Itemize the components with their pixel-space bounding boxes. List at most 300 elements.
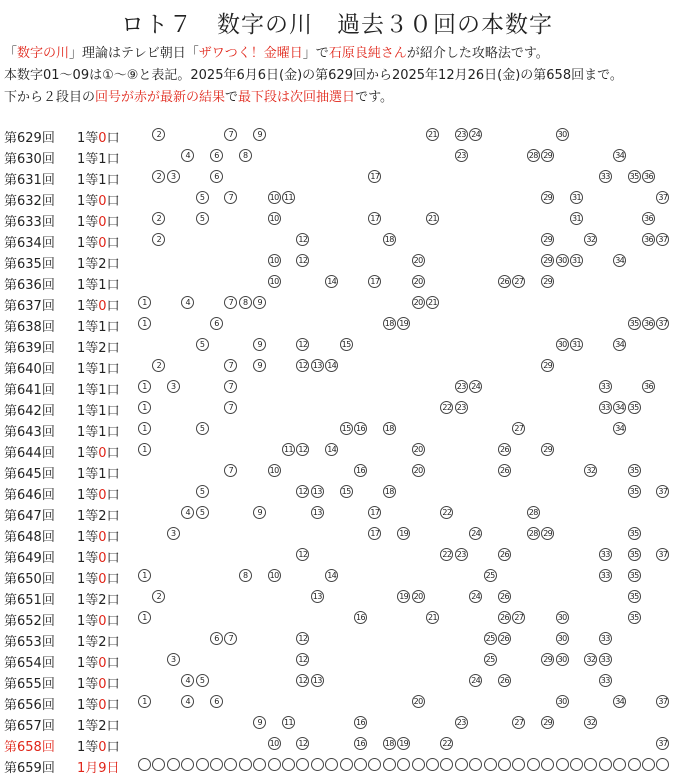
winning-number: 7	[224, 191, 237, 204]
first-prize-count: 1等0口	[77, 131, 120, 146]
winning-number: 15	[340, 338, 353, 351]
winning-number: 7	[224, 359, 237, 372]
winning-number: 30	[556, 254, 569, 267]
winning-number: 26	[498, 611, 511, 624]
draw-number: 第638回	[4, 320, 55, 335]
empty-number-circle	[368, 758, 381, 771]
intro-highlight: 最下段は次回抽選日	[238, 90, 356, 105]
draw-number: 第632回	[4, 194, 55, 209]
draw-row	[0, 124, 674, 145]
empty-number-circle	[138, 758, 151, 771]
winning-number: 5	[196, 338, 209, 351]
winning-number: 7	[224, 401, 237, 414]
first-prize-count: 1等0口	[77, 488, 120, 503]
winning-number: 20	[412, 254, 425, 267]
winning-number: 27	[512, 716, 525, 729]
empty-number-circle	[469, 758, 482, 771]
winning-number: 2	[152, 233, 165, 246]
empty-number-circle	[340, 758, 353, 771]
first-prize-count: 1等2口	[77, 257, 120, 272]
winning-number: 12	[296, 485, 309, 498]
winning-number: 37	[656, 191, 669, 204]
winning-number: 9	[253, 128, 266, 141]
empty-number-circle	[440, 758, 453, 771]
first-prize-count: 1等1口	[77, 467, 120, 482]
winning-number: 17	[368, 170, 381, 183]
empty-number-circle	[628, 758, 641, 771]
winning-number: 17	[368, 275, 381, 288]
draw-number: 第648回	[4, 530, 55, 545]
winning-number: 2	[152, 212, 165, 225]
empty-number-circle	[239, 758, 252, 771]
empty-number-circle	[498, 758, 511, 771]
winning-number: 13	[311, 506, 324, 519]
winning-number: 1	[138, 380, 151, 393]
winning-number: 15	[340, 422, 353, 435]
intro-text: です。	[355, 90, 394, 105]
draw-number: 第647回	[4, 509, 55, 524]
first-prize-count: 1等2口	[77, 341, 120, 356]
empty-number-circle	[642, 758, 655, 771]
draw-number: 第650回	[4, 572, 55, 587]
winning-number: 7	[224, 296, 237, 309]
winning-number: 13	[311, 485, 324, 498]
intro-highlight: 回号が赤が最新の結果	[95, 90, 226, 105]
winning-number: 13	[311, 359, 324, 372]
winning-number: 1	[138, 569, 151, 582]
winning-number: 36	[642, 380, 655, 393]
intro-text: 下から２段目の	[4, 90, 96, 105]
winning-number: 23	[455, 149, 468, 162]
winning-number: 28	[527, 506, 540, 519]
winning-number: 10	[268, 737, 281, 750]
winning-number: 10	[268, 569, 281, 582]
winning-number: 27	[512, 611, 525, 624]
empty-number-circle	[541, 758, 554, 771]
winning-number: 29	[541, 443, 554, 456]
number-river-table	[0, 124, 674, 775]
winning-number: 12	[296, 443, 309, 456]
intro-text: が紹介した攻略法です。	[406, 46, 549, 61]
winning-number: 9	[253, 359, 266, 372]
winning-number: 16	[354, 611, 367, 624]
empty-number-circle	[397, 758, 410, 771]
intro-highlight: ザワつく！金曜日	[198, 46, 303, 61]
winning-number: 18	[383, 233, 396, 246]
first-prize-count: 1等1口	[77, 173, 120, 188]
first-prize-count: 1等0口	[77, 677, 120, 692]
first-prize-count: 1等0口	[77, 530, 120, 545]
first-prize-count: 1等0口	[77, 572, 120, 587]
empty-number-circle	[282, 758, 295, 771]
draw-row	[0, 460, 674, 481]
winning-number: 37	[656, 485, 669, 498]
winning-number: 10	[268, 254, 281, 267]
winning-number: 17	[368, 212, 381, 225]
draw-row	[0, 313, 674, 334]
winning-number: 18	[383, 485, 396, 498]
winning-number: 29	[541, 716, 554, 729]
first-prize-count: 1等0口	[77, 194, 120, 209]
first-prize-count: 1等1口	[77, 278, 120, 293]
winning-number: 6	[210, 317, 223, 330]
draw-number: 第651回	[4, 593, 55, 608]
winning-number: 30	[556, 338, 569, 351]
winning-number: 11	[282, 716, 295, 729]
winning-number: 35	[628, 401, 641, 414]
draw-row	[0, 418, 674, 439]
winning-number: 16	[354, 464, 367, 477]
winning-number: 33	[599, 674, 612, 687]
winning-number: 33	[599, 170, 612, 183]
winning-number: 18	[383, 737, 396, 750]
winning-number: 34	[613, 338, 626, 351]
winning-number: 21	[426, 212, 439, 225]
winning-number: 1	[138, 401, 151, 414]
winning-number: 29	[541, 359, 554, 372]
first-prize-count: 1等0口	[77, 614, 120, 629]
empty-number-circle	[253, 758, 266, 771]
winning-number: 15	[340, 485, 353, 498]
draw-number: 第631回	[4, 173, 55, 188]
winning-number: 32	[584, 464, 597, 477]
draw-row	[0, 502, 674, 523]
empty-number-circle	[656, 758, 669, 771]
winning-number: 7	[224, 128, 237, 141]
winning-number: 30	[556, 611, 569, 624]
winning-number: 4	[181, 506, 194, 519]
winning-number: 10	[268, 191, 281, 204]
empty-number-circle	[210, 758, 223, 771]
winning-number: 20	[412, 464, 425, 477]
winning-number: 30	[556, 695, 569, 708]
winning-number: 23	[455, 128, 468, 141]
winning-number: 34	[613, 149, 626, 162]
winning-number: 13	[311, 590, 324, 603]
winning-number: 3	[167, 653, 180, 666]
winning-number: 1	[138, 422, 151, 435]
winning-number: 29	[541, 191, 554, 204]
winning-number: 9	[253, 506, 266, 519]
winning-number: 37	[656, 233, 669, 246]
winning-number: 31	[570, 212, 583, 225]
winning-number: 36	[642, 233, 655, 246]
winning-number: 24	[469, 590, 482, 603]
empty-number-circle	[181, 758, 194, 771]
intro-line-3	[4, 86, 393, 105]
winning-number: 20	[412, 443, 425, 456]
empty-number-circle	[167, 758, 180, 771]
winning-number: 37	[656, 737, 669, 750]
winning-number: 17	[368, 506, 381, 519]
intro-text: で	[225, 90, 239, 105]
winning-number: 33	[599, 548, 612, 561]
winning-number: 34	[613, 695, 626, 708]
draw-row	[0, 376, 674, 397]
winning-number: 14	[325, 275, 338, 288]
winning-number: 33	[599, 569, 612, 582]
first-prize-count: 1等2口	[77, 593, 120, 608]
winning-number: 22	[440, 737, 453, 750]
winning-number: 8	[239, 569, 252, 582]
empty-number-circle	[599, 758, 612, 771]
winning-number: 6	[210, 149, 223, 162]
draw-number: 第643回	[4, 425, 55, 440]
first-prize-count: 1等0口	[77, 551, 120, 566]
winning-number: 35	[628, 485, 641, 498]
winning-number: 24	[469, 380, 482, 393]
draw-number: 第636回	[4, 278, 55, 293]
winning-number: 11	[282, 191, 295, 204]
intro-line-1	[4, 42, 549, 61]
winning-number: 23	[455, 401, 468, 414]
winning-number: 12	[296, 653, 309, 666]
winning-number: 8	[239, 296, 252, 309]
first-prize-count: 1等2口	[77, 635, 120, 650]
draw-row	[0, 481, 674, 502]
empty-number-circle	[556, 758, 569, 771]
draw-number: 第645回	[4, 467, 55, 482]
winning-number: 25	[484, 632, 497, 645]
winning-number: 33	[599, 653, 612, 666]
empty-number-circle	[584, 758, 597, 771]
draw-row	[0, 145, 674, 166]
winning-number: 27	[512, 422, 525, 435]
winning-number: 25	[484, 653, 497, 666]
winning-number: 9	[253, 296, 266, 309]
first-prize-count: 1等1口	[77, 425, 120, 440]
draw-row	[0, 355, 674, 376]
winning-number: 1	[138, 443, 151, 456]
winning-number: 19	[397, 737, 410, 750]
winning-number: 16	[354, 737, 367, 750]
winning-number: 21	[426, 128, 439, 141]
winning-number: 14	[325, 443, 338, 456]
next-draw-row	[0, 754, 674, 775]
draw-number: 第657回	[4, 719, 55, 734]
winning-number: 26	[498, 464, 511, 477]
winning-number: 10	[268, 275, 281, 288]
winning-number: 5	[196, 674, 209, 687]
empty-number-circle	[570, 758, 583, 771]
empty-number-circle	[455, 758, 468, 771]
winning-number: 5	[196, 485, 209, 498]
winning-number: 4	[181, 674, 194, 687]
winning-number: 7	[224, 464, 237, 477]
winning-number: 23	[455, 548, 468, 561]
draw-number: 第655回	[4, 677, 55, 692]
winning-number: 23	[455, 716, 468, 729]
intro-highlight: 数字の川	[17, 46, 70, 61]
winning-number: 1	[138, 317, 151, 330]
draw-row	[0, 565, 674, 586]
winning-number: 1	[138, 296, 151, 309]
draw-number: 第649回	[4, 551, 55, 566]
winning-number: 12	[296, 233, 309, 246]
winning-number: 5	[196, 212, 209, 225]
winning-number: 22	[440, 506, 453, 519]
first-prize-count: 1等1口	[77, 383, 120, 398]
winning-number: 16	[354, 716, 367, 729]
winning-number: 31	[570, 338, 583, 351]
draw-number: 第640回	[4, 362, 55, 377]
winning-number: 37	[656, 548, 669, 561]
winning-number: 5	[196, 191, 209, 204]
empty-number-circle	[383, 758, 396, 771]
winning-number: 3	[167, 527, 180, 540]
winning-number: 21	[426, 611, 439, 624]
winning-number: 5	[196, 506, 209, 519]
winning-number: 18	[383, 317, 396, 330]
draw-number: 第639回	[4, 341, 55, 356]
winning-number: 12	[296, 548, 309, 561]
draw-number: 第634回	[4, 236, 55, 251]
winning-number: 12	[296, 632, 309, 645]
winning-number: 12	[296, 737, 309, 750]
empty-number-circle	[527, 758, 540, 771]
winning-number: 5	[196, 422, 209, 435]
winning-number: 21	[426, 296, 439, 309]
first-prize-count: 1等1口	[77, 362, 120, 377]
winning-number: 13	[311, 674, 324, 687]
first-prize-count: 1等0口	[77, 215, 120, 230]
empty-number-circle	[311, 758, 324, 771]
winning-number: 29	[541, 233, 554, 246]
draw-row	[0, 649, 674, 670]
draw-number: 第642回	[4, 404, 55, 419]
draw-row	[0, 229, 674, 250]
empty-number-circle	[268, 758, 281, 771]
winning-number: 24	[469, 674, 482, 687]
draw-number: 第635回	[4, 257, 55, 272]
winning-number: 36	[642, 317, 655, 330]
winning-number: 12	[296, 359, 309, 372]
empty-number-circle	[196, 758, 209, 771]
winning-number: 35	[628, 464, 641, 477]
draw-number: 第630回	[4, 152, 55, 167]
winning-number: 33	[599, 401, 612, 414]
winning-number: 6	[210, 632, 223, 645]
winning-number: 33	[599, 380, 612, 393]
winning-number: 11	[282, 443, 295, 456]
empty-number-circle	[484, 758, 497, 771]
winning-number: 12	[296, 338, 309, 351]
first-prize-count: 1等0口	[77, 236, 120, 251]
draw-number: 第633回	[4, 215, 55, 230]
draw-number: 第654回	[4, 656, 55, 671]
draw-row	[0, 166, 674, 187]
winning-number: 29	[541, 527, 554, 540]
draw-row	[0, 733, 674, 754]
winning-number: 32	[584, 653, 597, 666]
winning-number: 34	[613, 422, 626, 435]
winning-number: 19	[397, 317, 410, 330]
winning-number: 31	[570, 191, 583, 204]
winning-number: 3	[167, 380, 180, 393]
winning-number: 4	[181, 695, 194, 708]
winning-number: 19	[397, 527, 410, 540]
winning-number: 24	[469, 527, 482, 540]
winning-number: 27	[512, 275, 525, 288]
winning-number: 20	[412, 590, 425, 603]
draw-row	[0, 523, 674, 544]
draw-row	[0, 544, 674, 565]
winning-number: 1	[138, 695, 151, 708]
first-prize-count: 1等1口	[77, 152, 120, 167]
winning-number: 6	[210, 170, 223, 183]
winning-number: 26	[498, 632, 511, 645]
winning-number: 37	[656, 695, 669, 708]
empty-number-circle	[412, 758, 425, 771]
winning-number: 22	[440, 401, 453, 414]
empty-number-circle	[354, 758, 367, 771]
first-prize-count: 1等0口	[77, 740, 120, 755]
winning-number: 20	[412, 695, 425, 708]
winning-number: 9	[253, 716, 266, 729]
winning-number: 33	[599, 632, 612, 645]
draw-row	[0, 691, 674, 712]
winning-number: 26	[498, 275, 511, 288]
first-prize-count: 1等0口	[77, 656, 120, 671]
winning-number: 29	[541, 653, 554, 666]
draw-row	[0, 712, 674, 733]
first-prize-count: 1等2口	[77, 509, 120, 524]
draw-row	[0, 397, 674, 418]
draw-number: 第646回	[4, 488, 55, 503]
draw-number: 第653回	[4, 635, 55, 650]
winning-number: 9	[253, 338, 266, 351]
empty-number-circle	[426, 758, 439, 771]
winning-number: 17	[368, 527, 381, 540]
next-draw-date: 1月9日	[77, 761, 120, 776]
winning-number: 26	[498, 590, 511, 603]
winning-number: 28	[527, 149, 540, 162]
draw-number: 第652回	[4, 614, 55, 629]
draw-row	[0, 250, 674, 271]
empty-number-circle	[296, 758, 309, 771]
winning-number: 22	[440, 548, 453, 561]
draw-row	[0, 271, 674, 292]
winning-number: 32	[584, 233, 597, 246]
draw-row	[0, 292, 674, 313]
winning-number: 8	[239, 149, 252, 162]
winning-number: 28	[527, 527, 540, 540]
winning-number: 30	[556, 128, 569, 141]
winning-number: 4	[181, 296, 194, 309]
draw-row	[0, 208, 674, 229]
intro-text: 「	[4, 46, 18, 61]
winning-number: 19	[397, 590, 410, 603]
first-prize-count: 1等0口	[77, 446, 120, 461]
winning-number: 29	[541, 254, 554, 267]
draw-number: 第644回	[4, 446, 55, 461]
winning-number: 29	[541, 149, 554, 162]
winning-number: 35	[628, 569, 641, 582]
intro-text: 」理論はテレビ朝日「	[69, 46, 199, 61]
winning-number: 2	[152, 170, 165, 183]
winning-number: 25	[484, 569, 497, 582]
winning-number: 10	[268, 464, 281, 477]
winning-number: 36	[642, 170, 655, 183]
draw-row	[0, 334, 674, 355]
winning-number: 34	[613, 401, 626, 414]
winning-number: 20	[412, 275, 425, 288]
winning-number: 1	[138, 611, 151, 624]
winning-number: 7	[224, 380, 237, 393]
draw-row	[0, 628, 674, 649]
winning-number: 24	[469, 128, 482, 141]
winning-number: 23	[455, 380, 468, 393]
